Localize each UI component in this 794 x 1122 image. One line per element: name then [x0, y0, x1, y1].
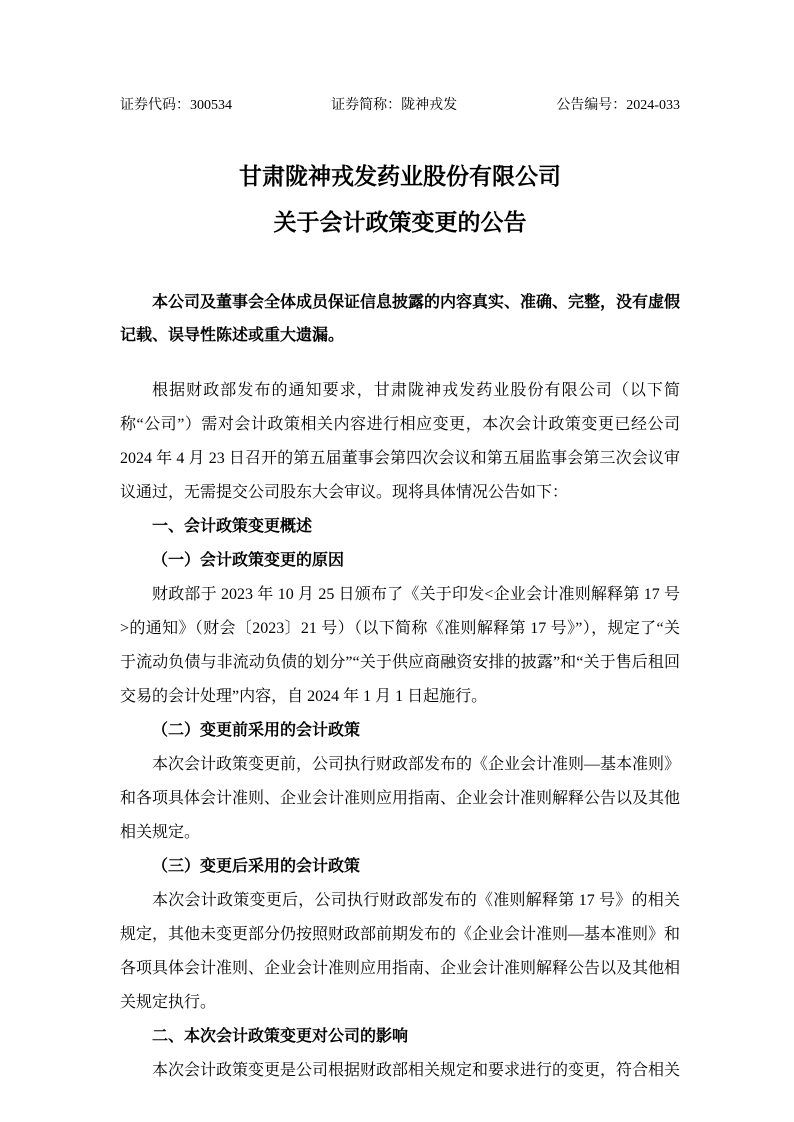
disclaimer-statement: 本公司及董事会全体成员保证信息披露的内容真实、准确、完整，没有虚假记载、误导性陈述或重大遗漏。: [120, 294, 681, 344]
paragraph-intro: 根据财政部发布的通知要求，甘肃陇神戎发药业股份有限公司（以下简称“公司”）需对会计政策相关内容进行相应变更，本次会计政策变更已经公司 2024 年 4 月 23 日召开的第五届董事会第四次会议和第五届监事会第三次会议审议通过，无需提交公司股东大会审议。现将具体情况公告如下：: [120, 382, 680, 501]
document-header: [120, 96, 680, 116]
announcement-number: 公告编号：2024-033: [556, 98, 680, 113]
company-name-title: 甘肃陇神戎发药业股份有限公司: [239, 164, 561, 189]
announcement-title: 关于会计政策变更的公告: [273, 210, 527, 235]
paragraph-impact: 本次会计政策变更是公司根据财政部相关规定和要求进行的变更，符合相关: [152, 1062, 681, 1079]
section-heading-1: 一、会计政策变更概述: [152, 518, 313, 535]
securities-short-name: 证券简称：陇神戎发: [331, 98, 458, 113]
securities-code: 证券代码：300534: [120, 98, 232, 113]
document-title-block: [120, 154, 680, 246]
subsection-heading-1-1: （一）会计政策变更的原因: [152, 552, 345, 569]
section-heading-2: 二、本次会计政策变更对公司的影响: [152, 1028, 409, 1045]
paragraph-policy-before: 本次会计政策变更前，公司执行财政部发布的《企业会计准则—基本准则》和各项具体会计准则、企业会计准则应用指南、企业会计准则解释公告以及其他相关规定。: [120, 756, 681, 841]
paragraph-reason: 财政部于 2023 年 10 月 25 日颁布了《关于印发<企业会计准则解释第 17 号>的通知》（财会〔2023〕21 号）（以下简称《准则解释第 17 号》”），规定了“关于流动负债与非流动负债的划分”“关于供应商融资安排的披露”和“关于售后租回交易的会计处理”内容，自 2024 年 1 月 1 日起施行。: [120, 586, 680, 705]
document-body: [120, 374, 680, 1088]
paragraph-policy-after: 本次会计政策变更后，公司执行财政部发布的《准则解释第 17 号》的相关规定，其他未变更部分仍按照财政部前期发布的《企业会计准则—基本准则》和各项具体会计准则、企业会计准则应用指南、企业会计准则解释公告以及其他相关规定执行。: [120, 892, 681, 1011]
subsection-heading-1-3: （三）变更后采用的会计政策: [152, 858, 361, 875]
subsection-heading-1-2: （二）变更前采用的会计政策: [152, 722, 361, 739]
